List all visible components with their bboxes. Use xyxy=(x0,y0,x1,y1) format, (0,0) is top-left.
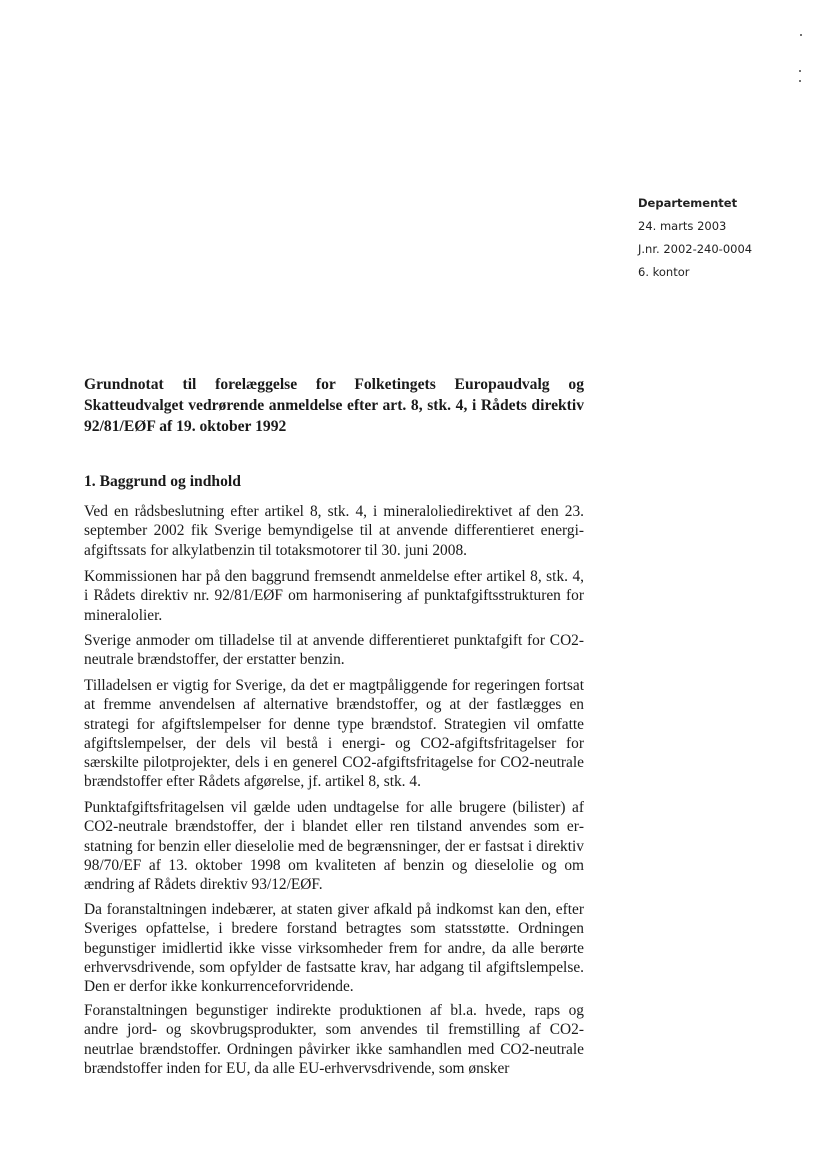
document-body xyxy=(84,374,584,1077)
paragraph: Sverige anmoder om tilladelse til at anvende differentieret punktafgift for CO2-neutrale brændstoffer, der erstatter benzin. xyxy=(84,632,584,669)
paragraph: Tilladelsen er vigtig for Sverige, da det er magtpåliggende for regeringen fortsat at fremme anvendelsen af alternative brændstoffer, og at der fastlægges en strategi for afgiftslempelser for denne type brændstof. Strategien vil omfatte afgiftslempelser, der dels vil bestå i energi- og CO2-afgiftsfritagelser for særskilte pilotprojekter, dels i en generel CO2-afgiftsfritagelse for CO2-neutrale brændstoffer efter Rådets afgørelse, jf. artikel 8, stk. 4. xyxy=(84,677,584,791)
section-heading: 1. Baggrund og indhold xyxy=(84,473,241,490)
paragraph: Ved en rådsbeslutning efter artikel 8, stk. 4, i mineraloliedirektivet af den 23. september 2002 fik Sverige bemyndigelse til at anvende differentieret energiafgiftssats for alkylatbenzin til totaksmotorer til 30. juni 2008. xyxy=(84,503,584,559)
paragraph: Foranstaltningen begunstiger indirekte produktionen af bl.a. hvede, raps og andre jord- og skovbrugsprodukter, som anvendes til fremstilling af CO2-neutrlae brændstoffer. Ordningen påvirker ikke samhandlen med CO2-neutrale brændstoffer inden for EU, da alle EU-erhvervsdrivende, som ønsker xyxy=(84,1002,584,1077)
paragraph: Kommissionen har på den baggrund fremsendt anmeldelse efter artikel 8, stk. 4, i Rådets direktiv nr. 92/81/EØF om harmonisering af punktafgiftsstrukturen for mineralolier. xyxy=(84,568,584,624)
paragraph: Da foranstaltningen indebærer, at staten giver afkald på indkomst kan den, efter Sveriges opfattelse, i bredere forstand betragtes som statsstøtte. Ordningen begunstiger imidlertid ikke visse virksomheder frem for andre, da alle berørte erhvervsdrivende, som opfylder de fastsatte krav, har adgang til afgiftslempelse. Den er derfor ikke konkurrenceforvridende. xyxy=(84,901,584,996)
scan-speck xyxy=(800,34,802,36)
scan-speck xyxy=(799,80,801,82)
scan-speck xyxy=(799,70,801,72)
office-name: 6. kontor xyxy=(638,265,690,279)
paragraph: Punktafgiftsfritagelsen vil gælde uden undtagelse for alle brugere (bilister) af CO2-neutrale brændstoffer, der i blandet eller ren tilstand anvendes som erstatning for benzin eller dieselolie med de begrænsninger, der er fastsat i direktiv 98/70/EF af 13. oktober 1998 om kvaliteten af benzin og dieselolie og om ændring af Rådets direktiv 93/12/EØF. xyxy=(84,799,584,894)
department-name: Departementet xyxy=(638,196,738,210)
document-title: Grundnotat til forelæggelse for Folketingets Europaudvalg og Skatteudvalget vedrørende anmeldelse efter art. 8, stk. 4, i Rådets direktiv 92/81/EØF af 19. oktober 1992 xyxy=(84,376,584,435)
document-date: 24. marts 2003 xyxy=(638,219,727,233)
department-header xyxy=(638,192,752,284)
journal-number: J.nr. 2002-240-0004 xyxy=(638,242,753,256)
